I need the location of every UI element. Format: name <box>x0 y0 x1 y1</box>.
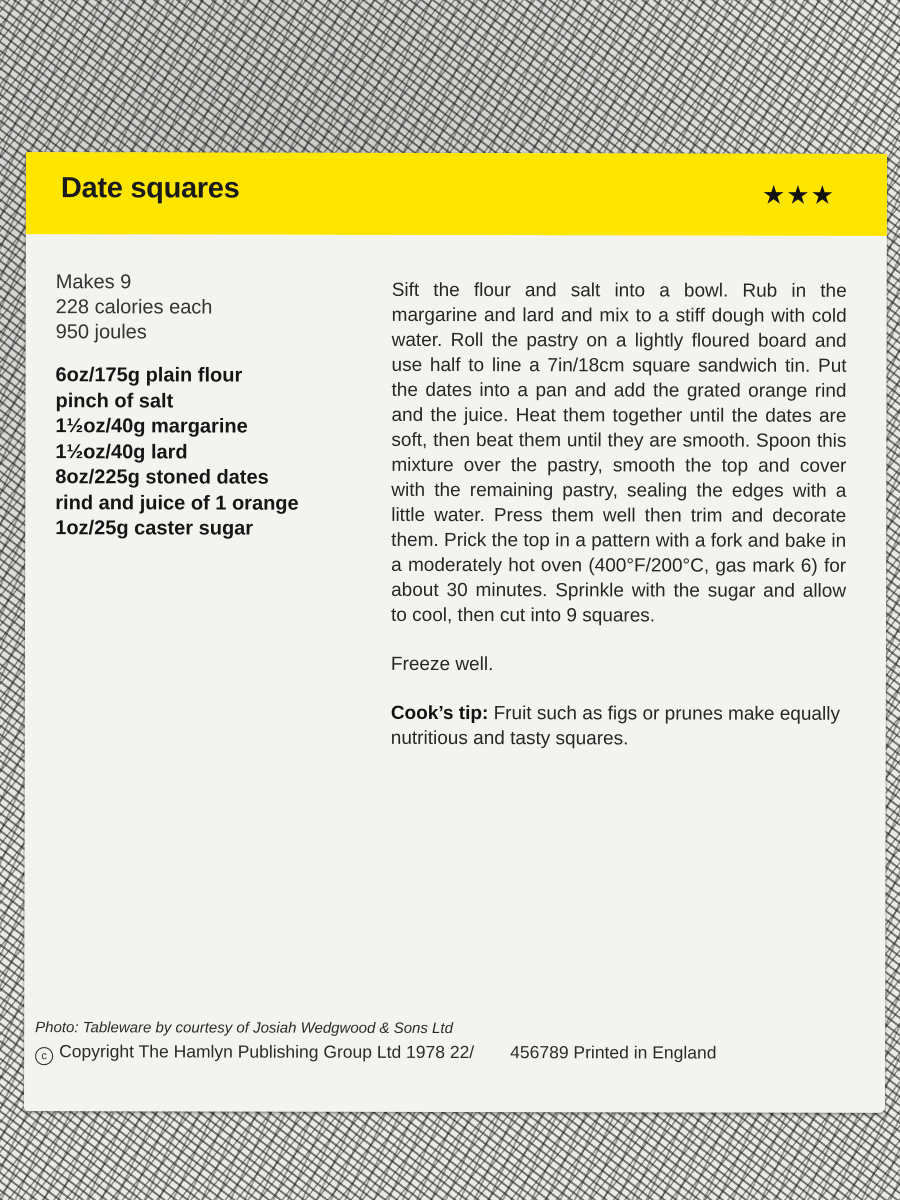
method-text: Sift the flour and salt into a bowl. Rub in the margarine and lard and mix to a stiff dough with cold water. Roll the pastry on a lightly floured board and use half to line a 7in/18cm square sandwich tin. Put the dates into a pan and add the grated orange rind and the juice. Heat them together until the dates are soft, then beat them until they are smooth. Spoon this mixture over the pastry, smooth the top and cover with the remaining pastry, sealing the edges with a little water. Press them well then trim and decorate them. Prick the top in a pattern with a fork and bake in a moderately hot oven (400°F/200°C, gas mark 6) for about 30 minutes. Sprinkle with the sugar and allow to cool, then cut into 9 squares. <box>391 279 847 627</box>
recipe-title: Date squares <box>60 172 240 205</box>
recipe-card <box>24 152 887 1113</box>
left-column <box>55 270 376 542</box>
photo-credit: Photo: Tableware by courtesy of Josiah Wedgwood & Sons Ltd <box>35 1019 453 1037</box>
card-footer <box>35 1018 865 1067</box>
copyright-text: Copyright The Hamlyn Publishing Group Ltd 1978 22/ <box>59 1041 475 1063</box>
card-header <box>26 152 887 236</box>
cooks-tip-text: Fruit such as figs or prunes make equally nutritious and tasty squares. <box>390 703 840 750</box>
difficulty-stars-icon: ★★★ <box>761 179 835 210</box>
yield-joules: 950 joules <box>55 321 147 344</box>
printed-in-text: 456789 Printed in England <box>510 1042 717 1063</box>
freeze-note: Freeze well. <box>390 653 494 676</box>
cooks-tip <box>391 701 846 752</box>
ingredient-item: pinch of salt <box>55 389 174 412</box>
ingredients-list <box>55 363 375 542</box>
copyright-line <box>35 1040 865 1067</box>
ingredient-item: 1½oz/40g lard <box>55 440 188 463</box>
ingredient-item: 1oz/25g caster sugar <box>55 517 254 540</box>
copyright-icon: c <box>35 1047 53 1065</box>
right-column <box>391 278 847 752</box>
ingredient-item: 8oz/225g stoned dates <box>55 466 269 489</box>
ingredient-item: rind and juice of 1 orange <box>55 491 299 515</box>
yield-info <box>56 270 376 346</box>
cooks-tip-label: Cook’s tip: <box>390 702 489 725</box>
yield-calories: 228 calories each <box>55 296 213 319</box>
yield-makes: Makes 9 <box>55 271 132 294</box>
ingredient-item: 6oz/175g plain flour <box>55 364 243 387</box>
ingredient-item: 1½oz/40g margarine <box>55 415 248 438</box>
